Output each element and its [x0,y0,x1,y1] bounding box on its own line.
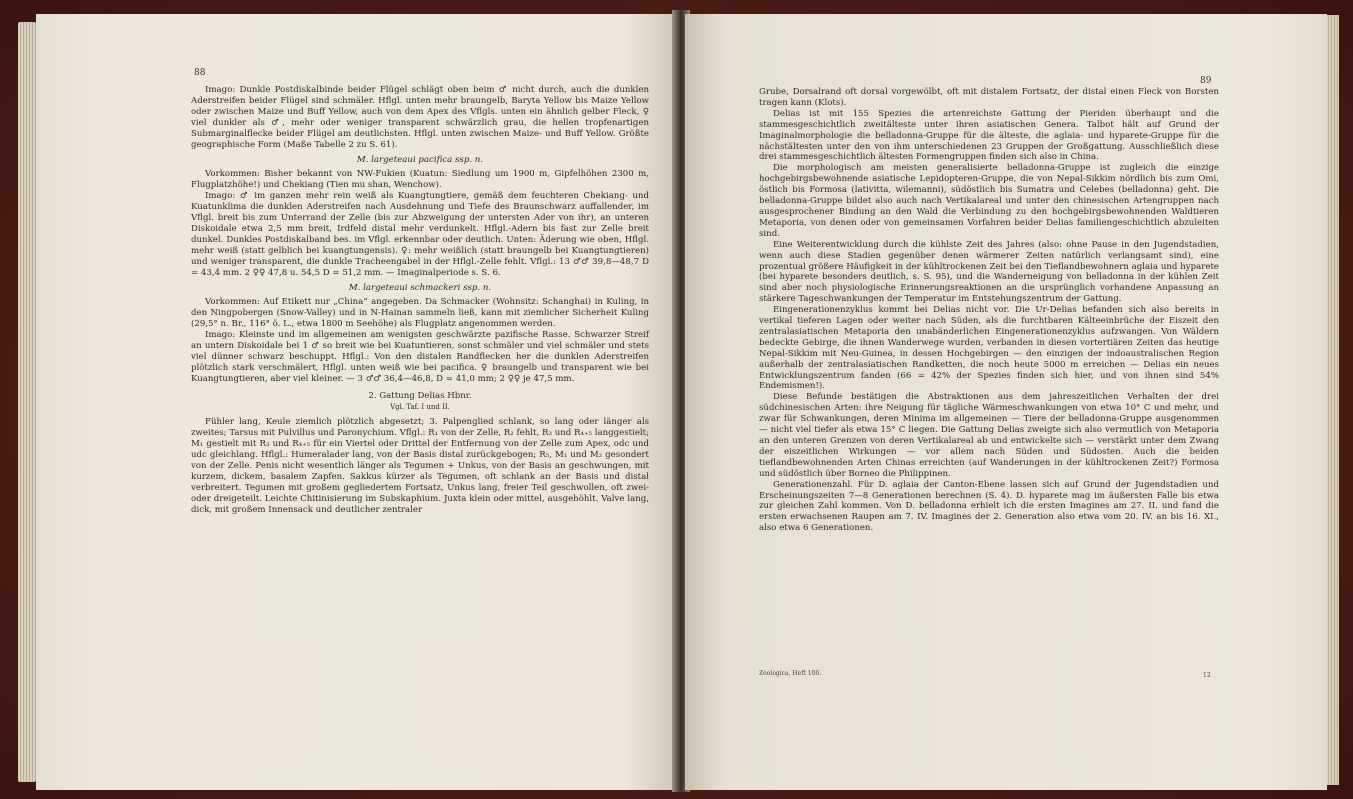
text-paragraph: Grube, Dorsalrand oft dorsal vorgewölbt, oft mit distalem Fortsatz, der distal einen Fleck von Borsten tragen kann (Klots). [759,87,1219,108]
text-paragraph: Delias ist mit 155 Spezies die artenreichste Gattung der Pieriden überhaupt und die stammesgeschichtlich zweitälteste unter ihren asiatischen Genera. Talbot hält auf Grund der Imaginalmorphologie die belladonna-Gruppe für die älteste, die aglaia- und hyparete-Gruppe für die nächstältesten unter den von ihm unterschiedenen 23 Gruppen der Großgattung. Ausschließlich diese drei stammesgeschichtlich ältesten Formengruppen finden sich also in China. [759,108,1219,163]
text-paragraph: Generationenzahl. Für D. aglaia der Canton-Ebene lassen sich auf Grund der Jugendstadien und Erscheinungszeiten 7—8 Generationen berechnen (S. 4). D. hyparete mag im äußersten Falle bis etwa zur gleichen Zahl kommen. Von D. belladonna erhielt ich die ersten Imagines am 27. II. und fand die ersten erwachsenen Raupen am 7. IV. Imagines der 2. Generation also etwa vom 20. IV. an bis 16. XI., also etwa 6 Generationen. [759,479,1219,534]
text-paragraph: Vorkommen: Bisher bekannt von NW-Fukien (Kuatun: Siedlung um 1900 m, Gipfelhöhen 2300 m, Flugplatzhöhe!) und Chekiang (Tien mu shan, Wenchow). [191,169,649,191]
right-page [685,14,1327,790]
text-paragraph: Imago: Dunkle Postdiskalbinde beider Flügel schlägt oben beim ♂ nicht durch, auch die dunklen Aderstreifen beider Flügel sind schmäler. Hflgl. unten mehr braungelb, Baryta Yellow bis Maize Yellow oder zwischen Maize und Buff Yellow, auch von dem Apex des Vflgls. unten ein ähnlich gelber Fleck, ♀ viel dunkler als ♂, mehr oder weniger transparent schwärzlich grau, die hellen tropfenartigen Submarginalflecke beider Flügel am deutlichsten. Hflgl. unten zwischen Maize- und Buff Yellow. Größte geographische Form (Maße Tabelle 2 zu S. 61). [191,85,649,150]
page-edges-right [1325,15,1339,785]
subspecies-heading: M. largeteaui pacifica ssp. n. [356,155,484,166]
text-paragraph: Imago: Kleinste und im allgemeinen am wenigsten geschwärzte pazifische Rasse. Schwarzer Streif an untern Diskoidale bei 1 ♂ so breit wie bei Kuatuntieren, sonst schmäler und viel schmäler und stets viel dünner schwarz beschuppt. Hflgl.: Von den distalen Randflecken her die dunklen Aderstreifen plötzlich stark verschmälert, Hflgl. unten weiß wie bei pacifica. ♀ braungelb und transparent wie bei Kuangtungtieren, aber viel kleiner. — 3 ♂♂ 36,4—46,8, D = 41,0 mm; 2 ♀♀ je 47,5 mm. [191,330,649,384]
page-edges-left [18,22,36,782]
footer-signature: 12 [1203,672,1211,679]
left-page-number: 88 [194,68,206,78]
text-paragraph: Fühler lang, Keule ziemlich plötzlich abgesetzt; 3. Palpenglied schlank, so lang oder länger als zweites; Tarsus mit Pulvillus und Paronychium. Vflgl.: R₁ von der Zelle, R₂ fehlt, R₃ und R₄₊₅ langgestielt; M₁ gestielt mit R₃ und R₄₊₅ für ein Viertel oder Drittel der Entfernung von der Zelle zum Apex, odc und udc gleichlang. Hflgl.: Humeralader lang, von der Basis distal zurückgebogen; R₅, M₁ und M₂ gesondert von der Zelle. Penis nicht wesentlich länger als Tegumen + Unkus, von der Basis an geschwungen, mit kurzem, dickem, basalem Zapfen. Sakkus kürzer als Tegumen, oft schlank an der Basis und distal verbreitert. Tegumen mit großem gegliedertem Fortsatz, Unkus lang, freier Teil geschwollen, oft zwei- oder dreigeteilt. Leichte Chitinisierung im Subskaphium. Juxta klein oder mittel, ausgehöhlt. Valve lang, dick, mit großem Innensack und deutlicher zentraler [191,417,649,515]
text-paragraph: Imago: ♂ im ganzen mehr rein weiß als Kuangtungtiere, gemäß dem feuchteren Chekiang- und Kuatunklima die dunklen Aderstreifen nach Ausdehnung und Tiefe des Braunschwarz auffallender, im Vflgl. breit bis zum Unterrand der Zelle (bis zur Abzweigung der untersten Ader von ihr), an unteren Diskoidale etwa 2,5 mm breit, Irdfeld distal mehr verdunkelt. Hflgl.-Adern bis fast zur Zelle breit dunkel. Dunkles Postdiskalband bes. im Vflgl. erkennbar oder deutlich. Unten: Äderung wie oben, Hflgl. mehr weiß (statt gelblich bei kuangtungensis). ♀: mehr weißlich (statt braungelb bei Kuangtungtieren) und weniger transparent, die dunkle Tracheengabel in der Hflgl.-Zelle fehlt. Vflgl.: 13 ♂♂ 39,8—48,7 D = 43,4 mm. 2 ♀♀ 47,8 u. 54,5 D = 51,2 mm. — Imaginalperiode s. S. 6. [191,191,649,278]
left-page-text [191,85,649,516]
right-page-text [759,87,1219,534]
right-page-number: 89 [1200,76,1212,86]
text-paragraph: Eine Weiterentwicklung durch die kühlste Zeit des Jahres (also: ohne Pause in den Jugendstadien, wenn auch diese Stadien gegenüber denen wärmerer Zeiten natürlich verlangsamt sind), eine prozentual größere Häufigkeit in der kühltrockenen Zeit bei den Tieflandbewohnern aglaia und hyparete (bei hyparete besonders deutlich, s. S. 95), und die Wanderneigung von belladonna in der kühlen Zeit sind aber noch physiologische Erinnerungsreaktionen an die ursprünglich vorhandene Anpassung an stärkere Tageschwankungen der Temperatur im Entstehungszentrum der Gattung. [759,239,1219,305]
text-paragraph: Vorkommen: Auf Etikett nur „China“ angegeben. Da Schmacker (Wohnsitz: Schanghai) in Kuling, in den Ningpobergen (Snow-Valley) und in N-Hainan sammeln ließ, kann mit ziemlicher Sicherheit Kuling (29,5° n. Br., 116° ö. L., etwa 1800 m Seehöhe) als Flugplatz angenommen werden. [191,297,649,330]
left-page [36,14,676,790]
text-paragraph: Diese Befunde bestätigen die Abstraktionen aus dem jahreszeitlichen Verhalten der drei südchinesischen Arten: ihre Neigung für tägliche Wärmeschwankungen von etwa 10° C und mehr, und zwar für Schwankungen, deren Minima im allgemeinen — Tiere der belladonna-Gruppe ausgenommen — nicht viel tiefer als etwa 15° C liegen. Die Gattung Delias zweigte sich also vermutlich von Metaporia an den unteren Grenzen von deren Vertikalareal ab und entwickelte sich — verstärkt unter dem Zwang der eiszeitlichen Wirkungen — vor allem nach Süden und Südosten. Auch die beiden tieflandbewohnenden Arten Chinas erreichten (auf Wanderungen in der kühltrockenen Zeit?) Formosa und südöstlich über Borneo die Philippinen. [759,392,1219,479]
genus-heading: 2. Gattung Delias Hbnr. [368,390,472,401]
plate-reference: Vgl. Taf. I und II. [390,403,450,412]
text-paragraph: Die morphologisch am meisten generalisierte belladonna-Gruppe ist zugleich die einzige hochgebirgsbewohnende asiatische Lepidopteren-Gruppe, die von Nepal-Sikkim nördlich bis zum Omi, östlich bis Formosa (lativitta, wilemanni), südöstlich bis Sumatra und Celebes (belladonna) geht. Die belladonna-Gruppe bildet also auch nach Vertikalareal und unter den chinesischen Artengruppen nach ausgesprochener Bindung an den Wald die Verbindung zu den hochgebirgsbewohnenden Waldtieren Metaporia, von denen oder von gemeinsamen Vorfahren beider Delias familiengeschichtlich abzuleiten sind. [759,163,1219,239]
text-paragraph: Eingenerationenzyklus kommt bei Delias nicht vor. Die Ur-Delias befanden sich also bereits in vertikal tieferen Lagen oder weiter nach Süden, als die furchtbaren Kälteeinbrüche der Eiszeit den zentralasiatischen Metaporia den unabänderlichen Eingenerationenzyklus aufzwangen. Von Wäldern bedeckte Gebirge, die ihnen Wanderwege wurden, verbanden in diesen vortertiären Zeiten das heutige Nepal-Sikkim mit Neu-Guinea, in dessen Hochgebirgen — den einzigen der indoaustralischen Region außerhalb der zentralasiatischen Randketten, die noch heute 5000 m erreichen — Delias ein neues Entwicklungszentrum fanden (66 = 42% der Spezies finden sich hier, und von ihnen sind 54% Endemismen!). [759,305,1219,392]
footer-journal: Zoologica, Heft 106. [759,670,822,677]
subspecies-heading: M. largeteaui schmackeri ssp. n. [348,283,492,294]
